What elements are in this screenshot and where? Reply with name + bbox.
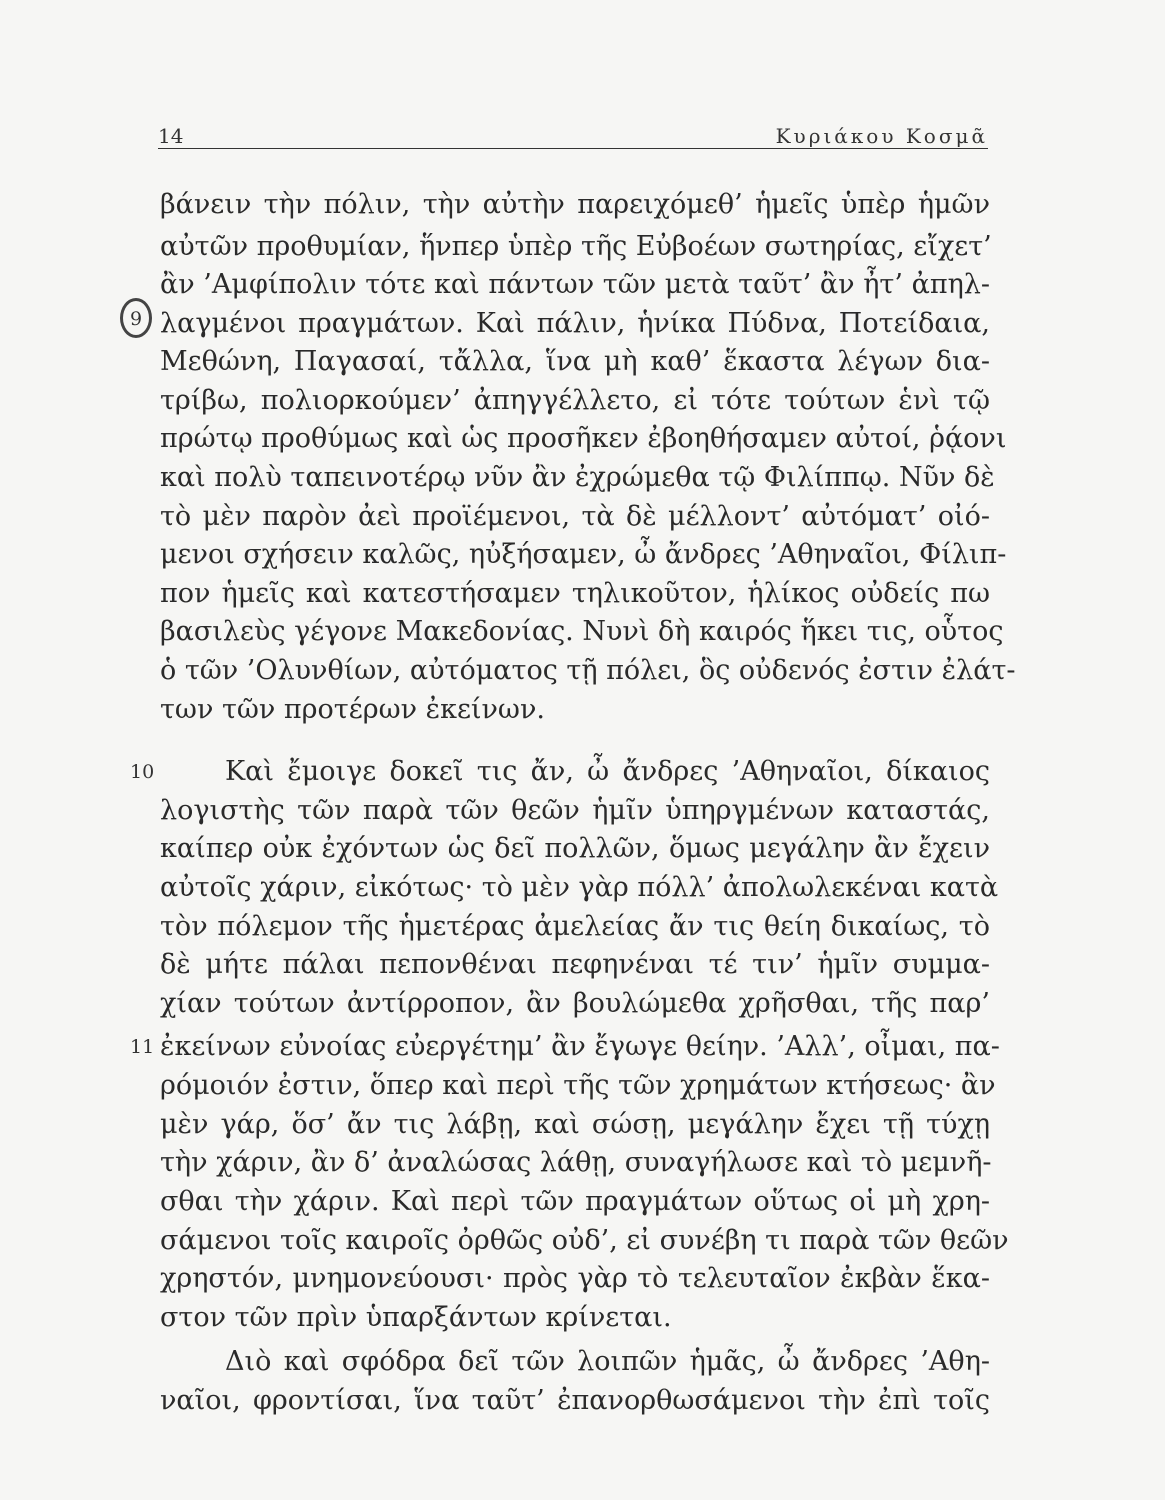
text-line: βασιλεὺς γέγονε Μακεδονίας. Νυνὶ δὴ καιρός ἥκει τις, οὗτος: [160, 616, 1004, 647]
text-line: αὐτῶν προθυμίαν, ἥνπερ ὑπὲρ τῆς Εὐβοέων σωτηρίας, εἴχετ’: [160, 231, 992, 262]
text-line: στον τῶν πρὶν ὑπαρξάντων κρίνεται.: [160, 1302, 672, 1333]
text-line: μὲν γάρ, ὅσ’ ἄν τις λάβῃ, καὶ σώσῃ, μεγάλην ἔχει τῇ τύχῃ: [160, 1109, 990, 1140]
section-number-9: 9: [130, 308, 143, 330]
text-line: καίπερ οὐκ ἐχόντων ὡς δεῖ πολλῶν, ὅμως μεγάλην ἂν ἔχειν: [160, 833, 990, 864]
text-line: καὶ πολὺ ταπεινοτέρῳ νῦν ἂν ἐχρώμεθα τῷ Φιλίππῳ. Νῦν δὲ: [160, 462, 995, 493]
text-line: ναῖοι, φροντίσαι, ἵνα ταῦτ’ ἐπανορθωσάμενοι τὴν ἐπὶ τοῖς: [160, 1385, 990, 1416]
text-line: Διὸ καὶ σφόδρα δεῖ τῶν λοιπῶν ἡμᾶς, ὦ ἄνδρες ’Αθη-: [225, 1346, 990, 1377]
text-line: τρίβω, πολιορκούμεν’ ἀπηγγέλλετο, εἰ τότε τούτων ἑνὶ τῷ: [160, 385, 990, 416]
text-line: ρόμοιόν ἐστιν, ὅπερ καὶ περὶ τῆς τῶν χρημάτων κτήσεως· ἂν: [160, 1070, 996, 1101]
section-number-11: 11: [130, 1036, 155, 1058]
page-number: 14: [158, 124, 184, 148]
text-line: χρηστόν, μνημονεύουσι· πρὸς γὰρ τὸ τελευταῖον ἐκβὰν ἕκα-: [160, 1263, 990, 1294]
text-line: μενοι σχήσειν καλῶς, ηὐξήσαμεν, ὦ ἄνδρες ’Αθηναῖοι, Φίλιπ-: [160, 539, 1007, 570]
text-line: τὴν χάριν, ἂν δ’ ἀναλώσας λάθῃ, συναγήλωσε καὶ τὸ μεμνῆ-: [160, 1147, 992, 1178]
text-line: τὸν πόλεμον τῆς ἡμετέρας ἀμελείας ἄν τις θείη δικαίως, τὸ: [160, 911, 990, 942]
text-line: δὲ μήτε πάλαι πεπονθέναι πεφηνέναι τέ τιν’ ἡμῖν συμμα-: [160, 949, 990, 980]
text-line: χίαν τούτων ἀντίρροπον, ἂν βουλώμεθα χρῆσθαι, τῆς παρ’: [160, 988, 990, 1019]
text-line: τὸ μὲν παρὸν ἀεὶ προϊέμενοι, τὰ δὲ μέλλοντ’ αὐτόματ’ οἰό-: [160, 501, 990, 532]
text-line: βάνειν τὴν πόλιν, τὴν αὐτὴν παρειχόμεθ’ ἡμεῖς ὑπὲρ ἡμῶν: [160, 189, 990, 220]
text-line: Καὶ ἔμοιγε δοκεῖ τις ἄν, ὦ ἄνδρες ’Αθηναῖοι, δίκαιος: [225, 756, 990, 787]
text-line: πρώτῳ προθύμως καὶ ὡς προσῆκεν ἐβοηθήσαμεν αὐτοί, ῥᾴονι: [160, 423, 1007, 454]
text-line: λογιστὴς τῶν παρὰ τῶν θεῶν ἡμῖν ὑπηργμένων καταστάς,: [160, 795, 990, 826]
running-head: Κυριάκου Κοσμᾶ: [775, 124, 988, 148]
text-line: ἂν ’Αμφίπολιν τότε καὶ πάντων τῶν μετὰ ταῦτ’ ἂν ἦτ’ ἀπηλ-: [160, 269, 990, 300]
text-line: ὁ τῶν ’Ολυνθίων, αὐτόματος τῇ πόλει, ὃς οὐδενός ἐστιν ἐλάτ-: [160, 655, 1016, 686]
text-line: σθαι τὴν χάριν. Καὶ περὶ τῶν πραγμάτων οὕτως οἱ μὴ χρη-: [160, 1186, 990, 1217]
text-line: των τῶν προτέρων ἐκείνων.: [160, 694, 545, 725]
text-line: ἐκείνων εὐνοίας εὐεργέτημ’ ἂν ἔγωγε θείην. ’Αλλ’, οἶμαι, πα-: [160, 1031, 1000, 1062]
text-line: πον ἡμεῖς καὶ κατεστήσαμεν τηλικοῦτον, ἡλίκος οὐδείς πω: [160, 578, 990, 609]
text-line: σάμενοι τοῖς καιροῖς ὀρθῶς οὐδ’, εἰ συνέβη τι παρὰ τῶν θεῶν: [160, 1225, 1009, 1256]
text-line: λαγμένοι πραγμάτων. Καὶ πάλιν, ἡνίκα Πύδνα, Ποτείδαια,: [160, 308, 990, 339]
page-header: [158, 118, 988, 149]
text-line: αὐτοῖς χάριν, εἰκότως· τὸ μὲν γὰρ πόλλ’ ἀπολωλεκέναι κατὰ: [160, 872, 999, 903]
text-line: Μεθώνη, Παγασαί, τἄλλα, ἵνα μὴ καθ’ ἕκαστα λέγων δια-: [160, 346, 990, 377]
section-number-10: 10: [130, 761, 155, 783]
